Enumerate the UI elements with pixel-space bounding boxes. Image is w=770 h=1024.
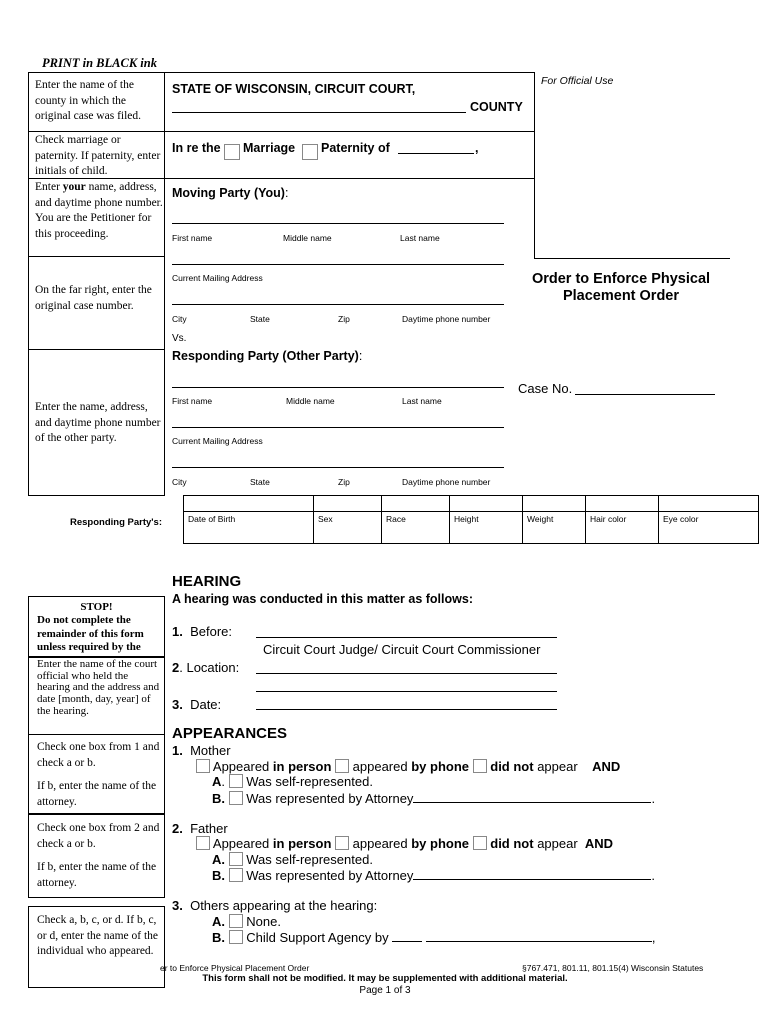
mother-in-person-checkbox[interactable] bbox=[196, 759, 210, 773]
child-initials-field[interactable] bbox=[398, 153, 474, 154]
father-attorney-field[interactable] bbox=[413, 867, 651, 880]
official-use-label: For Official Use bbox=[541, 75, 614, 87]
responding-middle-label: Middle name bbox=[286, 396, 335, 406]
moving-city-label: City bbox=[172, 314, 187, 324]
details-divider bbox=[585, 495, 586, 544]
mother-attorney-checkbox[interactable] bbox=[229, 791, 243, 805]
details-divider bbox=[313, 495, 314, 544]
rule-official bbox=[534, 72, 535, 258]
father-self-represented-row: A. Was self-represented. bbox=[212, 852, 373, 867]
others-csa-checkbox[interactable] bbox=[229, 930, 243, 944]
responding-address-field[interactable] bbox=[172, 467, 504, 468]
details-header-height: Height bbox=[454, 514, 479, 524]
others-csa-row: B. Child Support Agency by , bbox=[212, 930, 656, 945]
father-did-not-checkbox[interactable] bbox=[473, 836, 487, 850]
details-header-sex: Sex bbox=[318, 514, 333, 524]
details-divider bbox=[381, 495, 382, 544]
father-self-represented-checkbox[interactable] bbox=[229, 852, 243, 866]
hearing-date-row: 3. Date: bbox=[172, 697, 222, 712]
footer-notice: This form shall not be modified. It may be supplemented with additional material. bbox=[202, 973, 568, 984]
mother-self-represented-checkbox[interactable] bbox=[229, 774, 243, 788]
appearances-title: APPEARANCES bbox=[172, 725, 288, 742]
details-header-hair: Hair color bbox=[590, 514, 627, 524]
responding-phone-label: Daytime phone number bbox=[402, 477, 491, 487]
hearing-location-row: 2. Location: bbox=[172, 660, 240, 675]
instruction-father-b: If b, enter the name of the attorney. bbox=[37, 861, 157, 889]
mother-attorney-field[interactable] bbox=[413, 790, 651, 803]
responding-name-field[interactable] bbox=[172, 387, 504, 388]
print-note: PRINT in BLACK ink bbox=[42, 56, 157, 70]
responding-address-line bbox=[172, 427, 504, 428]
responding-zip-label: Zip bbox=[338, 477, 350, 487]
moving-last-label: Last name bbox=[400, 233, 440, 243]
moving-middle-label: Middle name bbox=[283, 233, 332, 243]
moving-zip-label: Zip bbox=[338, 314, 350, 324]
details-divider bbox=[449, 495, 450, 544]
stop-title: STOP! bbox=[80, 601, 113, 613]
case-number-label: Case No. bbox=[518, 381, 573, 396]
footer-statutes: §767.471, 801.11, 801.15(4) Wisconsin Statutes bbox=[522, 963, 704, 973]
document-title-line-2: Placement Order bbox=[562, 288, 680, 304]
moving-first-label: First name bbox=[172, 233, 213, 243]
instruction-county: Enter the name of the county in which the original case was filed. bbox=[35, 79, 142, 122]
marriage-label: Marriage bbox=[243, 141, 296, 155]
instruction-marriage: Check marriage or paternity. If paternity, enter initials of child. bbox=[35, 134, 161, 177]
hearing-location-field-2[interactable] bbox=[256, 691, 557, 692]
mother-by-phone-checkbox[interactable] bbox=[335, 759, 349, 773]
case-number-field[interactable] bbox=[575, 394, 715, 395]
hearing-location-field[interactable] bbox=[256, 673, 557, 674]
moving-name-field[interactable] bbox=[172, 223, 504, 224]
rule-row1 bbox=[28, 131, 535, 132]
paternity-checkbox[interactable] bbox=[302, 144, 318, 160]
moving-party-title: Moving Party (You): bbox=[172, 186, 289, 200]
footer-form-name: er to Enforce Physical Placement Order bbox=[160, 963, 310, 973]
others-csa-name-field[interactable] bbox=[426, 929, 652, 942]
rule-row3 bbox=[28, 256, 165, 257]
document-title bbox=[512, 271, 730, 305]
hearing-before-row: 1. Before: bbox=[172, 624, 232, 639]
details-header-weight: Weight bbox=[527, 514, 554, 524]
rule-left bbox=[28, 72, 29, 496]
hearing-judge-caption: Circuit Court Judge/ Circuit Court Commissioner bbox=[263, 642, 541, 657]
responding-city-label: City bbox=[172, 477, 187, 487]
versus-label: Vs. bbox=[172, 333, 187, 344]
responding-last-label: Last name bbox=[402, 396, 442, 406]
instruction-mother-b: If b, enter the name of the attorney. bbox=[37, 780, 157, 808]
court-heading: STATE OF WISCONSIN, CIRCUIT COURT, bbox=[172, 82, 416, 96]
father-row: 2. Father bbox=[172, 821, 228, 836]
moving-address-line bbox=[172, 264, 504, 265]
details-divider bbox=[522, 495, 523, 544]
father-attorney-checkbox[interactable] bbox=[229, 868, 243, 882]
hearing-date-field[interactable] bbox=[256, 709, 557, 710]
county-field[interactable] bbox=[172, 112, 466, 113]
hearing-subtitle: A hearing was conducted in this matter as follows: bbox=[172, 592, 473, 606]
responding-party-title: Responding Party (Other Party): bbox=[172, 349, 363, 363]
in-re-comma: , bbox=[475, 141, 479, 155]
instruction-mother-a: Check one box from 1 and check a or b. bbox=[37, 741, 160, 769]
details-divider bbox=[658, 495, 659, 544]
in-re-label: In re the bbox=[172, 141, 221, 155]
rule-official-bottom bbox=[534, 258, 730, 259]
details-header-dob: Date of Birth bbox=[188, 514, 236, 524]
mother-did-not-checkbox[interactable] bbox=[473, 759, 487, 773]
hearing-before-field[interactable] bbox=[256, 637, 557, 638]
details-header-rule bbox=[183, 511, 759, 512]
moving-phone-label: Daytime phone number bbox=[402, 314, 491, 324]
instruction-case-number: On the far right, enter the original case number. bbox=[35, 284, 152, 312]
rule-row4 bbox=[28, 349, 165, 350]
mother-appearance-row: Appeared in person appeared by phone did not appear AND bbox=[196, 759, 620, 774]
rule-bottom bbox=[28, 495, 165, 496]
responding-mailing-label: Current Mailing Address bbox=[172, 436, 263, 446]
instruction-others: Check a, b, c, or d. If b, c, or d, enter the name of the individual who appeared. bbox=[37, 914, 159, 957]
document-title-line-1: Order to Enforce Physical bbox=[531, 271, 711, 287]
county-label: COUNTY bbox=[470, 100, 523, 114]
mother-row: 1. Mother bbox=[172, 743, 231, 758]
hearing-title: HEARING bbox=[172, 573, 242, 590]
father-appearance-row: Appeared in person appeared by phone did not appear AND bbox=[196, 836, 613, 851]
details-header-race: Race bbox=[386, 514, 406, 524]
rule-mid bbox=[164, 72, 165, 496]
father-in-person-checkbox[interactable] bbox=[196, 836, 210, 850]
stop-body: Do not complete the remainder of this form unless required by the bbox=[37, 614, 144, 653]
paternity-label: Paternity of bbox=[321, 141, 390, 155]
mother-self-represented-row: A. Was self-represented. bbox=[212, 774, 373, 789]
father-by-phone-checkbox[interactable] bbox=[335, 836, 349, 850]
instruction-other-party: Enter the name, address, and daytime phone number of the other party. bbox=[35, 401, 161, 444]
others-csa-date-field[interactable] bbox=[392, 929, 422, 942]
mother-attorney-row: B. Was represented by Attorney . bbox=[212, 791, 656, 806]
others-none-checkbox[interactable] bbox=[229, 914, 243, 928]
others-none-row: A. None. bbox=[212, 914, 281, 929]
instruction-hearing: Enter the name of the court official who held the hearing and the address and date [month, day, year] of the hearing. bbox=[37, 658, 160, 717]
footer-page-number: Page 1 of 3 bbox=[359, 985, 411, 996]
responding-first-label: First name bbox=[172, 396, 213, 406]
details-header-eye: Eye color bbox=[663, 514, 699, 524]
marriage-checkbox[interactable] bbox=[224, 144, 240, 160]
rule-top bbox=[28, 72, 535, 73]
others-row: 3. Others appearing at the hearing: bbox=[172, 898, 378, 913]
moving-state-label: State bbox=[250, 314, 270, 324]
moving-address-field[interactable] bbox=[172, 304, 504, 305]
instruction-moving-party: Enter your name, address, and daytime phone number. You are the Petitioner for this proceeding. bbox=[35, 181, 163, 240]
instruction-father-a: Check one box from 2 and check a or b. bbox=[37, 822, 160, 850]
father-attorney-row: B. Was represented by Attorney . bbox=[212, 868, 656, 883]
details-label: Responding Party's: bbox=[70, 517, 162, 528]
moving-mailing-label: Current Mailing Address bbox=[172, 273, 263, 283]
responding-state-label: State bbox=[250, 477, 270, 487]
